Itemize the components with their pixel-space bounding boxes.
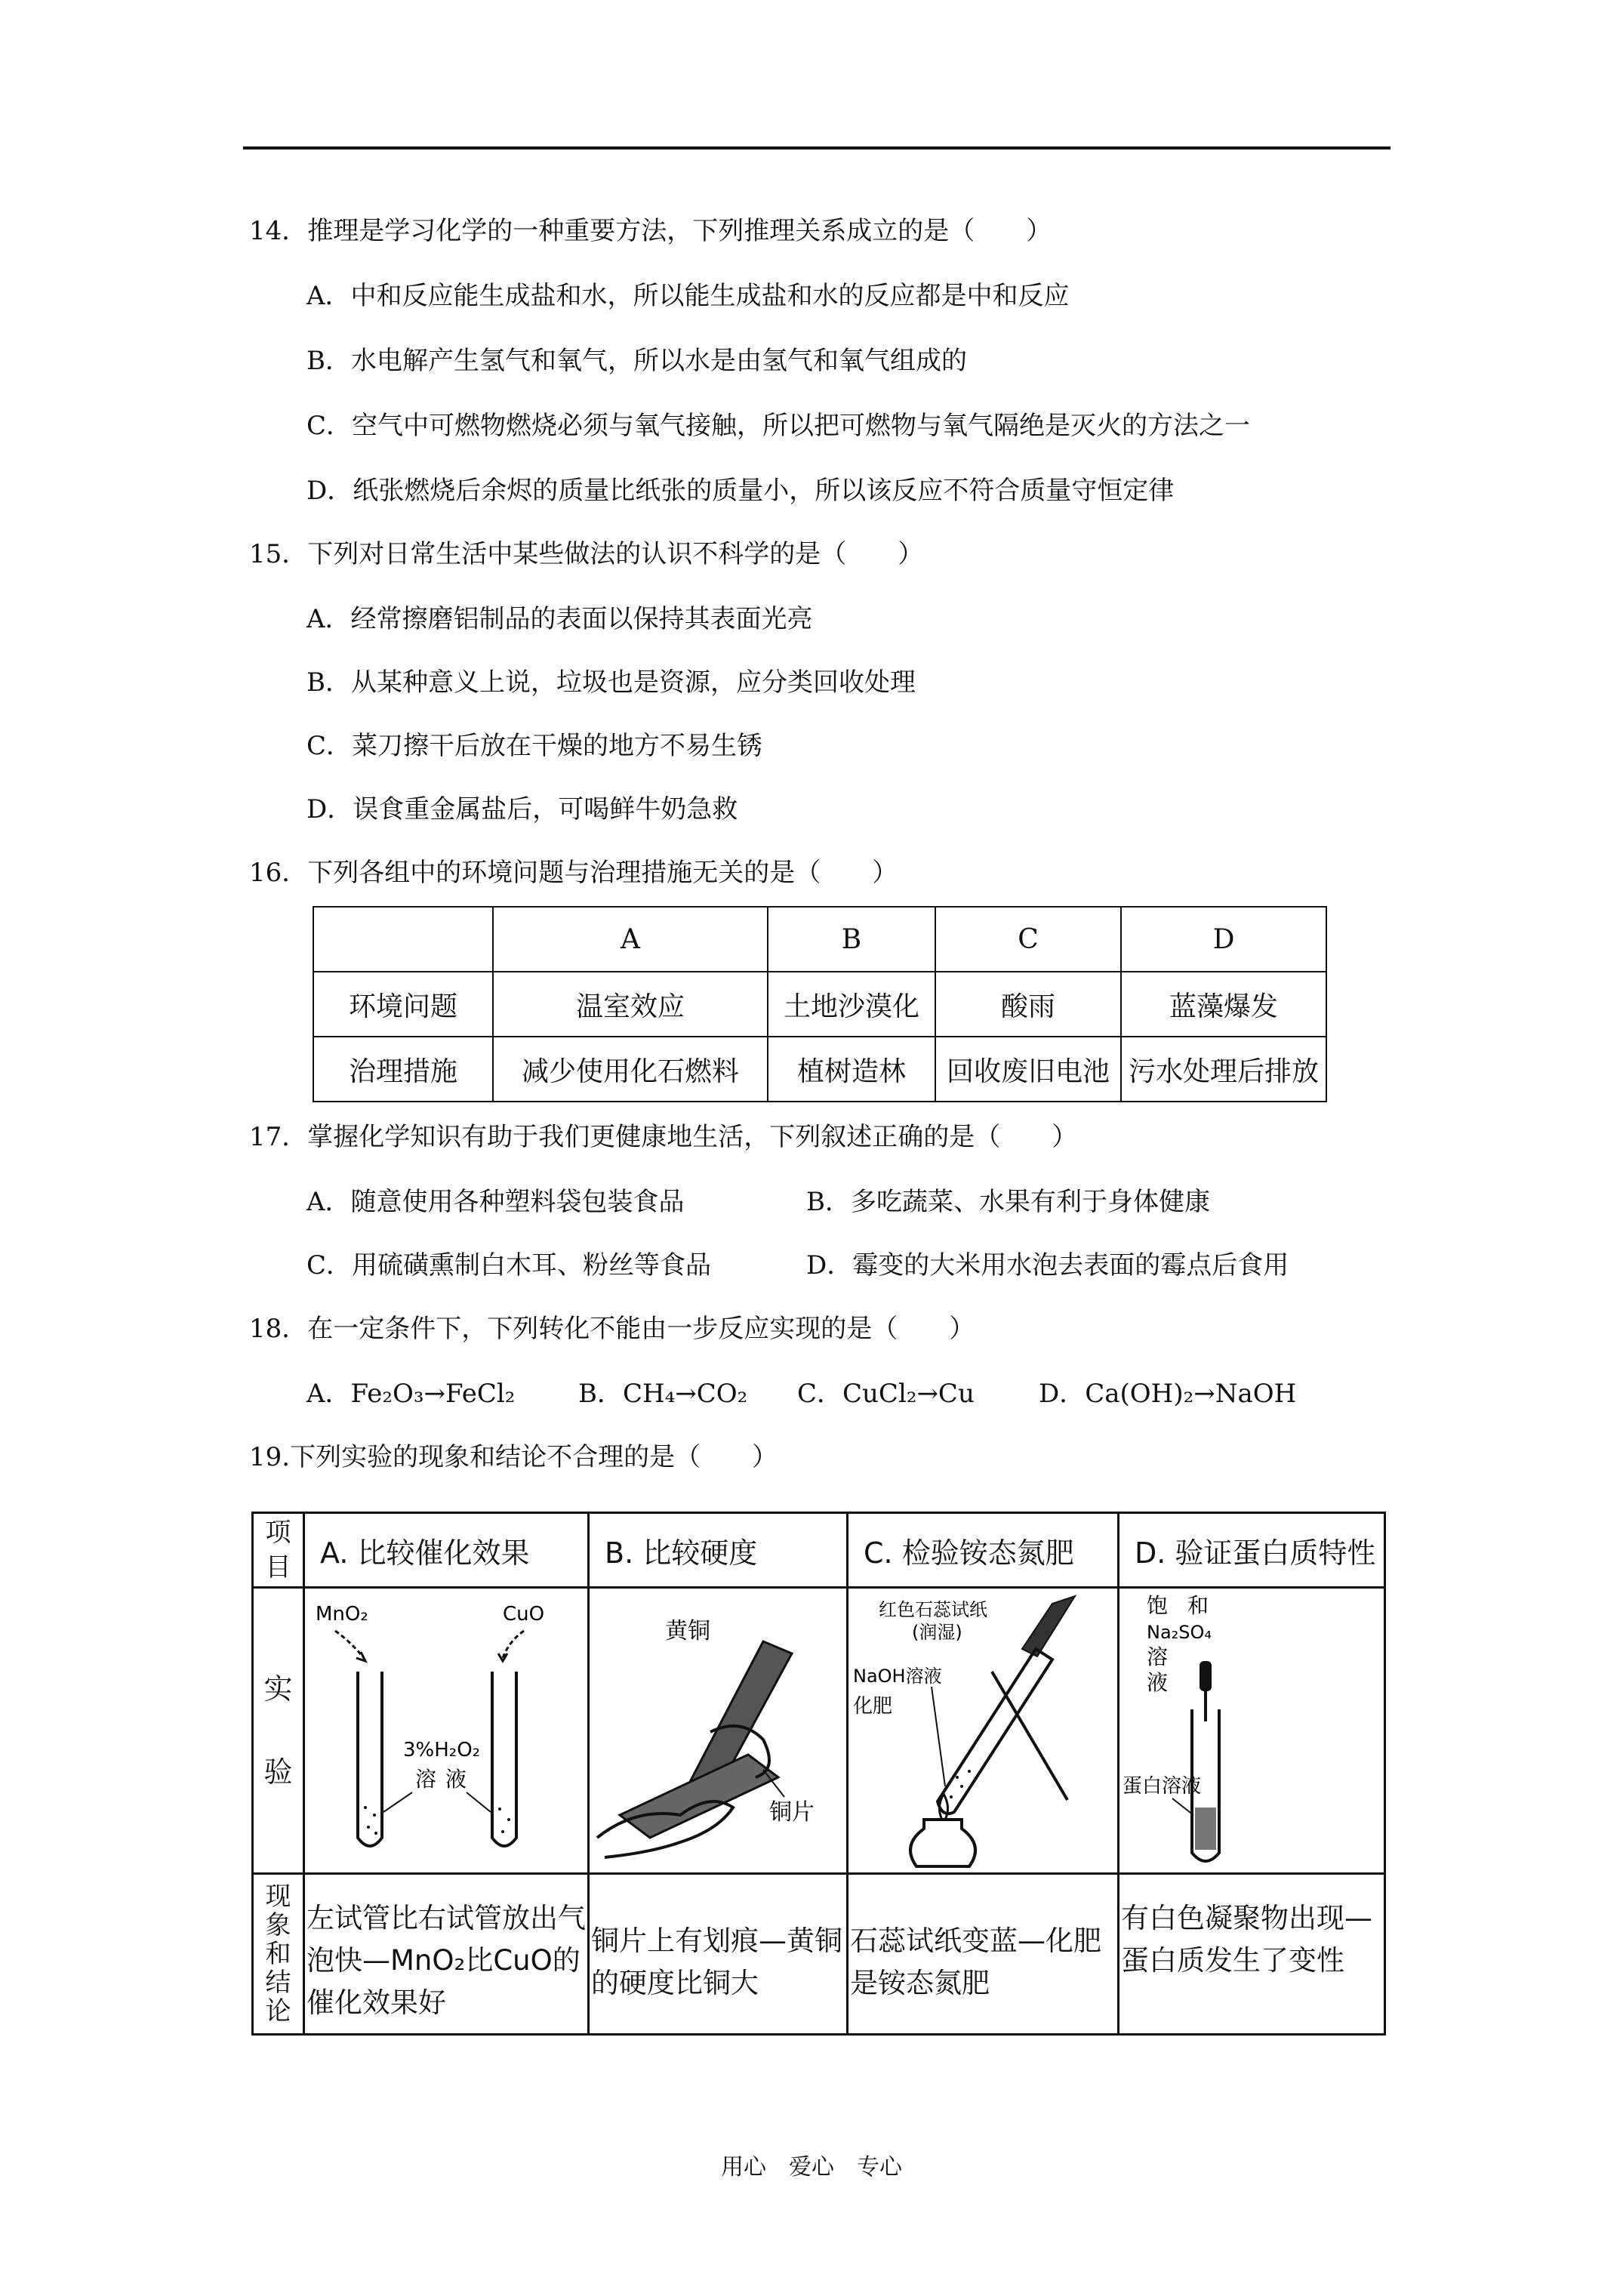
question-15-option-c: C．菜刀擦干后放在干燥的地方不易生锈 (306, 731, 763, 761)
question-14-option-a: A．中和反应能生成盐和水，所以能生成盐和水的反应都是中和反应 (306, 281, 1070, 311)
question-17-option-d: D．霉变的大米用水泡去表面的霉点后食用 (806, 1250, 1289, 1281)
experiment-a-conclusion: 左试管比右试管放出气泡快—MnO₂比CuO的催化效果好 (304, 1874, 589, 2035)
question-14-option-b: B．水电解产生氢气和氧气，所以水是由氢气和氧气组成的 (306, 346, 967, 376)
header-rule (243, 146, 1390, 149)
experiment-d-figure (1119, 1588, 1385, 1874)
table-cell: 减少使用化石燃料 (493, 1037, 768, 1102)
scratch-test-illustration (590, 1589, 846, 1872)
table-cell (313, 907, 493, 972)
conclusion-label: 现象和结论 (265, 1881, 291, 2026)
question-15-option-a: A．经常擦磨铝制品的表面以保持其表面光亮 (306, 604, 813, 634)
table-row-label: 环境问题 (313, 972, 493, 1037)
na2so4-label: Na₂SO₄ (1147, 1622, 1212, 1643)
right-test-tube (492, 1672, 516, 1846)
dropper-bulb (1200, 1661, 1212, 1691)
h2o2-label: 3%H₂O₂ (403, 1739, 481, 1761)
saturated-label-1: 饱 (1147, 1593, 1169, 1618)
saturated-label-2: 和 (1187, 1593, 1209, 1618)
experiment-d-header: D. 验证蛋白质特性 (1119, 1513, 1385, 1588)
experiment-c-header: C. 检验铵态氮肥 (848, 1513, 1119, 1588)
litmus-paper-label: 红色石蕊试纸 (879, 1599, 987, 1620)
question-14-option-c: C．空气中可燃物燃烧必须与氧气接触，所以把可燃物与氧气隔绝是灭火的方法之一 (306, 411, 1251, 441)
table-cell: 酸雨 (935, 972, 1121, 1037)
question-18-option-b: B．CH₄→CO₂ (578, 1379, 748, 1409)
question-18-stem: 18．在一定条件下，下列转化不能由一步反应实现的是（ ） (249, 1314, 975, 1344)
table-cell: 土地沙漠化 (768, 972, 935, 1037)
test-tubes-illustration (305, 1589, 587, 1872)
solution-label-2: 液 (445, 1767, 467, 1792)
solution-label-1: 溶 (415, 1767, 437, 1792)
question-17-stem: 17．掌握化学知识有助于我们更健康地生活，下列叙述正确的是（ ） (249, 1122, 1078, 1152)
protein-solution (1195, 1808, 1216, 1850)
question-19-stem: 19.下列实验的现象和结论不合理的是（ ） (249, 1442, 778, 1472)
protein-solution-label: 蛋白溶液 (1123, 1775, 1202, 1798)
question-18-option-d: D．Ca(OH)₂→NaOH (1039, 1379, 1297, 1409)
experiment-b-figure (589, 1588, 848, 1874)
table-header-cell: A (493, 907, 768, 972)
question-17-option-c: C．用硫磺熏制白木耳、粉丝等食品 (306, 1250, 712, 1281)
question-14-stem: 14．推理是学习化学的一种重要方法，下列推理关系成立的是（ ） (249, 216, 1052, 246)
table-cell: 回收废旧电池 (935, 1037, 1121, 1102)
column-label-conclusion (253, 1874, 304, 2035)
column-label-project (253, 1513, 304, 1588)
protein-test-illustration (1119, 1589, 1384, 1872)
table-row-label: 治理措施 (313, 1037, 493, 1102)
question-15-stem: 15．下列对日常生活中某些做法的认识不科学的是（ ） (249, 539, 924, 569)
experiment-d-conclusion: 有白色凝聚物出现—蛋白质发生了变性 (1119, 1874, 1385, 2035)
question-17-option-a: A．随意使用各种塑料袋包装食品 (306, 1187, 685, 1217)
cuo-label: CuO (503, 1603, 545, 1626)
moistened-label: (润湿) (912, 1622, 962, 1643)
naoh-label: NaOH溶液 (853, 1666, 942, 1687)
question-15-option-b: B．从某种意义上说，垃圾也是资源，应分类回收处理 (306, 667, 916, 698)
copper-label: 铜片 (769, 1799, 815, 1826)
alcohol-lamp (910, 1820, 975, 1866)
question-15-option-d: D．误食重金属盐后，可喝鲜牛奶急救 (306, 794, 738, 824)
page-footer: 用心 爱心 专心 (721, 2154, 902, 2180)
question-14-option-d: D．纸张燃烧后余烬的质量比纸张的质量小，所以该反应不符合质量守恒定律 (306, 476, 1175, 506)
table-cell: 蓝藻爆发 (1121, 972, 1326, 1037)
left-test-tube (358, 1672, 382, 1846)
table-cell: 污水处理后排放 (1121, 1037, 1326, 1102)
table-header-cell: D (1121, 907, 1326, 972)
experiment-b-conclusion: 铜片上有划痕—黄铜的硬度比铜大 (589, 1874, 848, 2035)
question-18-option-c: C．CuCl₂→Cu (797, 1379, 975, 1409)
experiment-c-conclusion: 石蕊试纸变蓝—化肥是铵态氮肥 (848, 1874, 1119, 2035)
solution-label-4: 液 (1147, 1670, 1169, 1695)
table-cell: 植树造林 (768, 1037, 935, 1102)
ammonium-test-illustration (848, 1589, 1117, 1872)
table-header-cell: C (935, 907, 1121, 972)
question-16-stem: 16．下列各组中的环境问题与治理措施无关的是（ ） (249, 858, 898, 888)
experiment-b-header: B. 比较硬度 (589, 1513, 848, 1588)
experiment-a-header: A. 比较催化效果 (304, 1513, 589, 1588)
experiment-c-figure (848, 1588, 1119, 1874)
fertilizer-label: 化肥 (853, 1695, 893, 1718)
litmus-paper (1022, 1596, 1075, 1657)
table-header-cell: B (768, 907, 935, 972)
experiment-table (251, 1512, 1386, 2036)
heated-test-tube (938, 1649, 1052, 1814)
experiment-a-figure (304, 1588, 589, 1874)
table-cell: 温室效应 (493, 972, 768, 1037)
question-18-option-a: A．Fe₂O₃→FeCl₂ (306, 1379, 516, 1409)
experiment-label: 实验 (263, 1672, 293, 1789)
solution-label-3: 溶 (1147, 1644, 1169, 1669)
environment-table (313, 906, 1327, 1102)
question-17-option-b: B．多吃蔬菜、水果有利于身体健康 (806, 1187, 1210, 1217)
mno2-label: MnO₂ (316, 1603, 368, 1626)
column-label-experiment (253, 1588, 304, 1874)
brass-label: 黄铜 (665, 1618, 710, 1644)
project-label: 项目 (265, 1518, 291, 1583)
